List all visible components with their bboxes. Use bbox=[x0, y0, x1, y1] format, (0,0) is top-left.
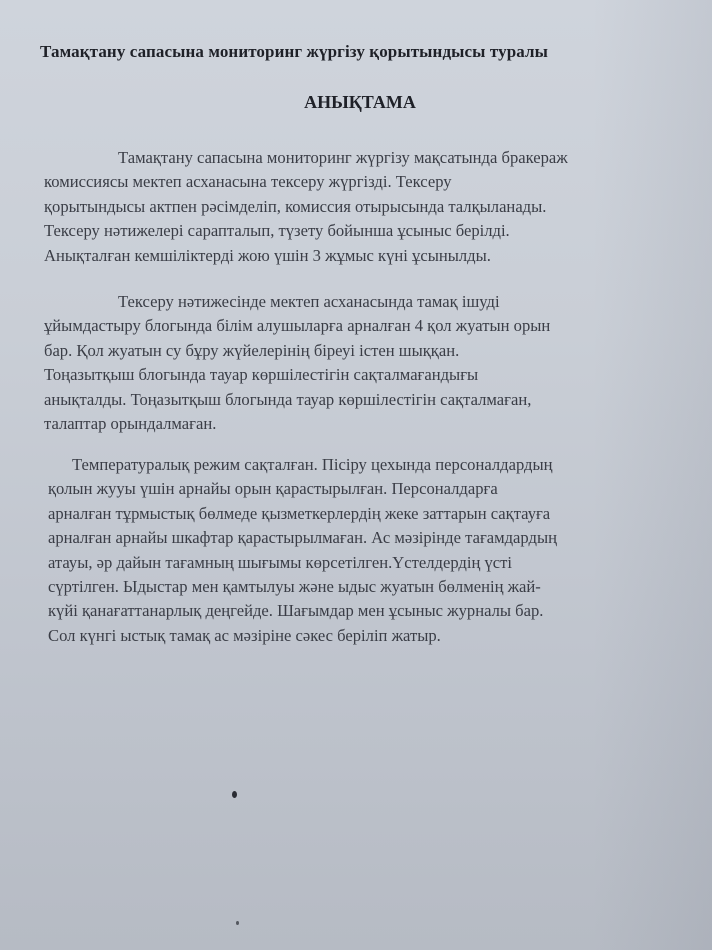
paragraph-line: Тексеру нәтижесінде мектеп асханасында тамақ ішуді bbox=[118, 292, 500, 311]
paragraph-line: атауы, әр дайын тағамның шығымы көрсетілген.Үстелдердің үсті bbox=[48, 552, 513, 572]
paragraph-line: бар. Қол жуатын су бұру жүйелерінің біреуі істен шыққан. bbox=[44, 340, 460, 360]
paragraph-line: Сол күнгі ыстық тамақ ас мәзіріне сәкес беріліп жатыр. bbox=[48, 625, 441, 645]
paragraph-line: талаптар орындалмаған. bbox=[44, 413, 217, 433]
paragraph-line: сүртілген. Ыдыстар мен қамтылуы және ыдыс жуатын бөлменің жай- bbox=[48, 576, 541, 596]
document-title: Тамақтану сапасына мониторинг жүргізу қорытындысы туралы bbox=[40, 42, 549, 61]
ink-spot bbox=[232, 791, 237, 798]
page-shadow bbox=[592, 0, 712, 950]
paragraph-2 bbox=[44, 290, 550, 436]
paragraph-line: Анықталған кемшіліктерді жою үшін 3 жұмыс күні ұсынылды. bbox=[44, 245, 491, 265]
paragraph-3 bbox=[48, 453, 557, 648]
paragraph-line: арналған арнайы шкафтар қарастырылмаған. Ас мәзірінде тағамдардың bbox=[48, 528, 557, 548]
ink-spot bbox=[236, 921, 239, 925]
paragraph-line: ұйымдастыру блогында білім алушыларға арналған 4 қол жуатын орын bbox=[44, 316, 551, 336]
paragraph-line: Тамақтану сапасына мониторинг жүргізу мақсатында бракераж bbox=[118, 148, 568, 167]
paragraph-line: комиссиясы мектеп асханасына тексеру жүргізді. Тексеру bbox=[44, 172, 452, 192]
paragraph-line: қорытындысы актпен рәсімделіп, комиссия отырысында талқыланады. bbox=[44, 196, 547, 216]
document-heading: АНЫҚТАМА bbox=[304, 92, 416, 112]
paragraph-line: қолын жууы үшін арнайы орын қарастырылған. Персоналдарға bbox=[48, 479, 498, 499]
paragraph-line: анықталды. Тоңазытқыш блогында тауар көршілестігін сақталмаған, bbox=[44, 389, 532, 409]
paragraph-line: Тексеру нәтижелері сарапталып, түзету бойынша ұсыныс берілді. bbox=[44, 221, 510, 241]
paragraph-1 bbox=[44, 146, 568, 268]
paragraph-line: күйі қанағаттанарлық деңгейде. Шағымдар мен ұсыныс журналы бар. bbox=[48, 601, 544, 621]
paragraph-line: Температуралық режим сақталған. Пісіру цехында персоналдардың bbox=[72, 455, 553, 474]
paragraph-line: арналған тұрмыстық бөлмеде қызметкерлердің жеке заттарын сақтауға bbox=[48, 503, 551, 523]
paragraph-line: Тоңазытқыш блогында тауар көршілестігін сақталмағандығы bbox=[44, 365, 479, 385]
